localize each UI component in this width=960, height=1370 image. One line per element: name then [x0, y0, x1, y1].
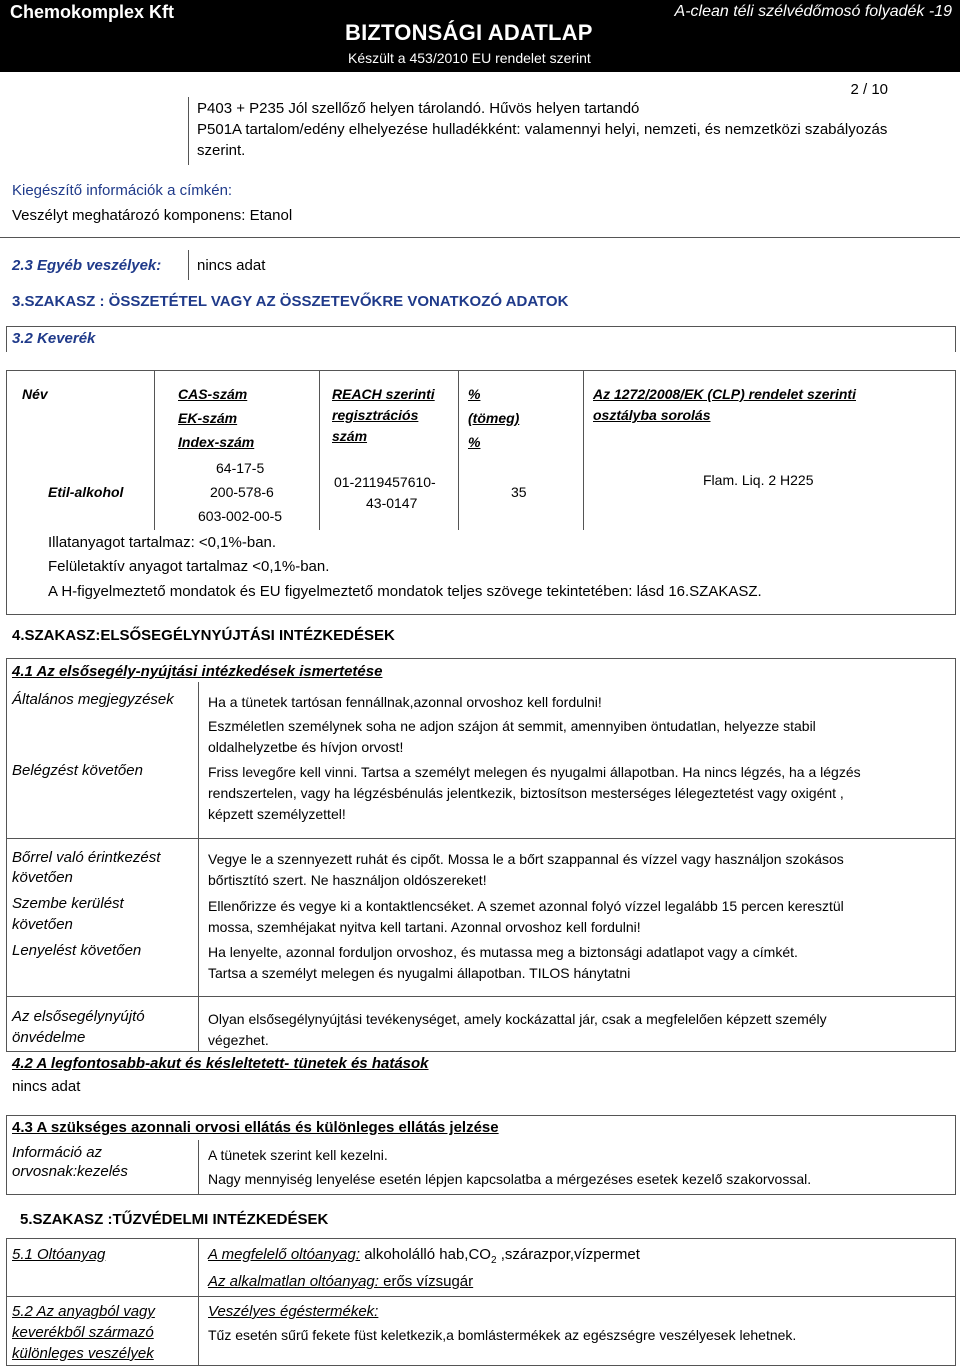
- composition-table: [6, 370, 956, 615]
- first-aid-text: Vegye le a szennyezett ruhát és cipőt. Mossa le a bőrt szappannal és vízzel vagy használjon szokásos: [208, 851, 844, 867]
- first-aid-text: Ha lenyelte, azonnal forduljon orvoshoz, és mutassa meg a biztonsági adatlapot vagy a címkét.: [208, 944, 798, 960]
- substance-cas: 64-17-5: [216, 460, 265, 476]
- first-aid-text: végezhet.: [208, 1032, 269, 1048]
- document-title: BIZTONSÁGI ADATLAP: [345, 20, 593, 45]
- first-aid-label-skin: Bőrrel való érintkezést: [12, 849, 161, 866]
- label-info-text: Veszélyt meghatározó komponens: Etanol: [12, 207, 293, 224]
- page-number: 2 / 10: [850, 81, 888, 98]
- doctor-info-label: orvosnak:kezelés: [12, 1163, 128, 1180]
- col-header-cas: CAS-szám: [178, 386, 248, 402]
- col-header-name: Név: [22, 386, 48, 402]
- first-aid-label-inhalation: Belégzést követően: [12, 762, 143, 779]
- col-header-index: Index-szám: [178, 434, 255, 450]
- substance-name: Etil-alkohol: [48, 484, 124, 500]
- first-aid-text: bőrtisztító szert. Ne használjon oldószereket!: [208, 872, 487, 888]
- label-info-heading: Kiegészítő információk a címkén:: [12, 182, 233, 199]
- substance-index: 603-002-00-5: [198, 508, 283, 524]
- first-aid-label-ingestion: Lenyelést követően: [12, 942, 142, 959]
- first-aid-text: Friss levegőre kell vinni. Tartsa a személyt melegen és nyugalmi állapotban. Ha nincs légzés, ha a légzés: [208, 764, 861, 780]
- product-name: A-clean téli szélvédőmosó folyadék -19: [674, 3, 952, 20]
- doctor-info-label: Információ az: [12, 1144, 103, 1161]
- composition-note: Felületaktív anyagot tartalmaz <0,1%-ban.: [48, 558, 330, 575]
- first-aid-text: Tartsa a személyt melegen és nyugalmi állapotban. TILOS hánytatni: [208, 965, 631, 981]
- substance-reach-1: 01-2119457610-: [334, 474, 436, 490]
- section4-1-title: 4.1 Az elsősegély-nyújtási intézkedések ismertetése: [12, 663, 383, 680]
- section4-title: 4.SZAKASZ:ELSŐSEGÉLYNYÚJTÁSI INTÉZKEDÉSEK: [12, 627, 395, 644]
- table-divider: [154, 370, 155, 530]
- first-aid-text: mossa, szemhéjakat nyitva kell tartani. Azonnal orvoshoz kell fordulni!: [208, 919, 641, 935]
- suitable-media: [208, 1246, 640, 1270]
- section4-3-title: 4.3 A szükséges azonnali orvosi ellátás és különleges ellátás jelzése: [12, 1119, 499, 1136]
- doctor-info-text: A tünetek szerint kell kezelni.: [208, 1147, 388, 1163]
- first-aid-label-protection: önvédelme: [12, 1029, 86, 1046]
- suitable-media-label: A megfelelő oltóanyag:: [208, 1246, 361, 1263]
- col-header-reach-1: REACH szerinti: [332, 386, 435, 402]
- divider: [198, 1238, 199, 1366]
- first-aid-text: Olyan elsősegélynyújtási tevékenységet, amely kockázattal jár, csak a megfelelően képzett személy: [208, 1011, 827, 1027]
- suitable-media-value: alkoholálló hab,CO: [360, 1246, 491, 1263]
- table-divider: [583, 370, 584, 530]
- composition-note: Illatanyagot tartalmaz: <0,1%-ban.: [48, 534, 277, 551]
- unsuitable-media-label: Az alkalmatlan oltóanyag:: [208, 1273, 379, 1290]
- first-aid-text: Eszméletlen személynek soha ne adjon szájon át semmit, amennyiben öntudatlan, helyezze stabil: [208, 718, 816, 734]
- section4-2-value: nincs adat: [12, 1078, 81, 1095]
- other-hazards-label: 2.3 Egyéb veszélyek:: [12, 257, 162, 274]
- section5-2-title: 5.2 Az anyagból vagy: [12, 1303, 155, 1320]
- divider: [6, 996, 956, 997]
- section3-subtitle: 3.2 Keverék: [12, 330, 96, 347]
- divider: [0, 237, 960, 238]
- precaution-line-3: szerint.: [197, 142, 246, 159]
- first-aid-text: Ha a tünetek tartósan fennállnak,azonnal orvoshoz kell fordulni!: [208, 694, 602, 710]
- first-aid-label-eye: követően: [12, 916, 73, 933]
- section5-1-title: 5.1 Oltóanyag: [12, 1246, 106, 1263]
- section5-title: 5.SZAKASZ :TŰZVÉDELMI INTÉZKEDÉSEK: [20, 1211, 329, 1228]
- table-divider: [458, 370, 459, 530]
- divider: [6, 838, 956, 839]
- col-header-clp-1: Az 1272/2008/EK (CLP) rendelet szerinti: [593, 386, 856, 402]
- col-header-pct-3: %: [468, 434, 481, 450]
- unsuitable-media: [208, 1273, 473, 1291]
- first-aid-text: Ellenőrizze és vegye ki a kontaktlencséket. A szemet azonnal folyó vízzel legalább 15 percen keresztül: [208, 898, 844, 914]
- section5-2-title: keverékből származó: [12, 1324, 154, 1341]
- suitable-media-value: ,szárazpor,vízpermet: [496, 1246, 640, 1263]
- company-name: Chemokomplex Kft: [10, 2, 175, 22]
- divider: [6, 1296, 956, 1297]
- divider: [188, 250, 189, 280]
- precaution-line-1: P403 + P235 Jól szellőző helyen tárolandó. Hűvös helyen tartandó: [197, 100, 640, 117]
- col-header-pct-1: %: [468, 386, 481, 402]
- divider: [198, 1140, 199, 1195]
- document-subtitle: Készült a 453/2010 EU rendelet szerint: [348, 50, 591, 66]
- suitable-media-subscript: 2: [490, 1255, 497, 1266]
- col-header-reach-3: szám: [332, 428, 368, 444]
- unsuitable-media-value: erős vízsugár: [378, 1273, 474, 1290]
- first-aid-label-eye: Szembe kerülést: [12, 895, 124, 912]
- substance-reach-2: 43-0147: [366, 495, 418, 511]
- col-header-pct-2: (tömeg): [468, 410, 520, 426]
- first-aid-label-protection: Az elsősegélynyújtó: [12, 1008, 145, 1025]
- composition-note: A H-figyelmeztető mondatok és EU figyelmeztető mondatok teljes szövege tekintetében: lásd 16.SZAKASZ.: [48, 583, 762, 600]
- first-aid-text: képzett személyzettel!: [208, 806, 346, 822]
- section3-subtitle-box: [6, 326, 956, 352]
- hazardous-products-label: Veszélyes égéstermékek:: [208, 1303, 379, 1320]
- section4-2-title: 4.2 A legfontosabb-akut és késleltetett- tünetek és hatások: [12, 1055, 429, 1072]
- other-hazards-value: nincs adat: [197, 257, 266, 274]
- first-aid-text: oldalhelyzetbe és hívjon orvost!: [208, 739, 404, 755]
- col-header-ek: EK-szám: [178, 410, 238, 426]
- precaution-line-2: P501A tartalom/edény elhelyezése hulladékként: valamennyi helyi, nemzeti, és nemzetközi szabályozás: [197, 121, 888, 138]
- first-aid-label-skin: követően: [12, 869, 73, 886]
- substance-pct: 35: [511, 484, 527, 500]
- hazardous-products-text: Tűz esetén sűrű fekete füst keletkezik,a bomlástermékek az egészségre veszélyesek lehetnek.: [208, 1327, 797, 1343]
- col-header-reach-2: regisztrációs: [332, 407, 419, 423]
- doctor-info-text: Nagy mennyiség lenyelése esetén lépjen kapcsolatba a mérgezéses esetek kezelő szakorvossal.: [208, 1171, 812, 1187]
- substance-clp: Flam. Liq. 2 H225: [703, 472, 814, 488]
- table-divider: [319, 370, 320, 530]
- col-header-clp-2: osztályba sorolás: [593, 407, 711, 423]
- first-aid-label-general: Általános megjegyzések: [12, 691, 174, 708]
- substance-ek: 200-578-6: [210, 484, 274, 500]
- page-header: [0, 0, 960, 72]
- section3-title: 3.SZAKASZ : ÖSSZETÉTEL VAGY AZ ÖSSZETEVŐKRE VONATKOZÓ ADATOK: [12, 293, 569, 310]
- first-aid-text: rendszertelen, vagy ha légzésbénulás jelentkezik, biztosítson mesterséges lélegeztetést vagy oxigént ,: [208, 785, 844, 801]
- section5-2-title: különleges veszélyek: [12, 1345, 154, 1362]
